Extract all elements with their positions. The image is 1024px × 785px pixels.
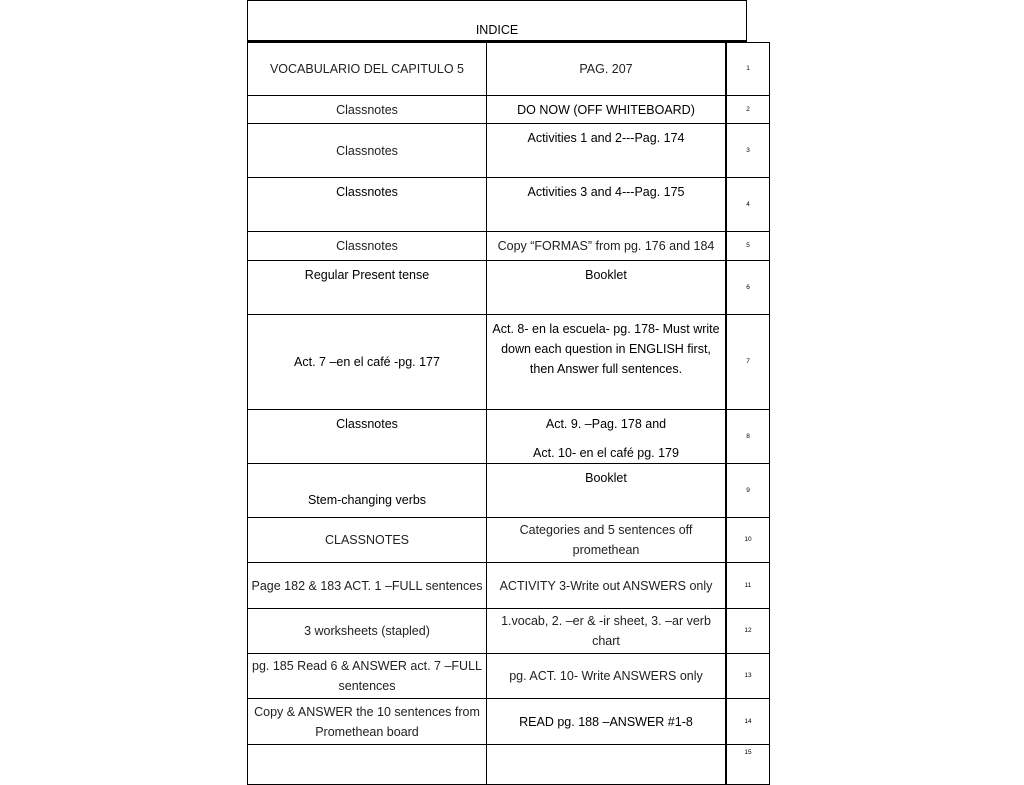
row-left: Classnotes	[248, 124, 487, 178]
row-right: 1.vocab, 2. –er & -ir sheet, 3. –ar verb chart	[487, 609, 727, 654]
row-number: 5	[726, 232, 770, 261]
row-left: Copy & ANSWER the 10 sentences from Promethean board	[248, 699, 487, 745]
row-number: 1	[726, 43, 770, 96]
row-left: Classnotes	[248, 96, 487, 124]
row-left: VOCABULARIO DEL CAPITULO 5	[248, 43, 487, 96]
index-sheet	[247, 0, 752, 768]
row-right-line: Act. 10- en el café pg. 179	[533, 446, 679, 460]
row-right: Activities 1 and 2---Pag. 174	[487, 124, 727, 178]
index-title: INDICE	[247, 0, 747, 42]
table-row	[248, 261, 770, 315]
row-right: Act. 8- en la escuela- pg. 178- Must write down each question in ENGLISH first, then Answer full sentences.	[487, 315, 727, 410]
row-number: 13	[726, 654, 770, 699]
table-row	[248, 43, 770, 96]
row-right-line: Act. 9. –Pag. 178 and	[545, 417, 667, 431]
row-left: Stem-changing verbs	[248, 464, 487, 518]
table-row	[248, 563, 770, 609]
row-right: PAG. 207	[487, 43, 727, 96]
row-left: Classnotes	[248, 410, 487, 464]
table-row	[248, 654, 770, 699]
row-number: 8	[726, 410, 770, 464]
row-right: Activities 3 and 4---Pag. 175	[487, 178, 727, 232]
table-row	[248, 178, 770, 232]
row-right: pg. ACT. 10- Write ANSWERS only	[487, 654, 727, 699]
row-right: READ pg. 188 –ANSWER #1-8	[487, 699, 727, 745]
row-left: CLASSNOTES	[248, 518, 487, 563]
row-right-multiline	[487, 410, 727, 464]
table-row	[248, 315, 770, 410]
table-row	[248, 410, 770, 464]
table-row	[248, 464, 770, 518]
row-left: Act. 7 –en el café -pg. 177	[248, 315, 487, 410]
row-number: 10	[726, 518, 770, 563]
row-left: pg. 185 Read 6 & ANSWER act. 7 –FULL sentences	[248, 654, 487, 699]
row-number: 9	[726, 464, 770, 518]
row-number: 11	[726, 563, 770, 609]
row-right: Copy “FORMAS” from pg. 176 and 184	[487, 232, 727, 261]
table-row	[248, 609, 770, 654]
table-row	[248, 96, 770, 124]
row-left: 3 worksheets (stapled)	[248, 609, 487, 654]
row-number: 6	[726, 261, 770, 315]
row-number: 3	[726, 124, 770, 178]
row-number: 7	[726, 315, 770, 410]
row-right	[487, 745, 727, 785]
table-row	[248, 745, 770, 785]
row-number: 14	[726, 699, 770, 745]
row-number: 15	[726, 745, 770, 785]
table-row	[248, 518, 770, 563]
row-left	[248, 745, 487, 785]
row-left: Classnotes	[248, 232, 487, 261]
row-number: 4	[726, 178, 770, 232]
table-row	[248, 699, 770, 745]
row-right: ACTIVITY 3-Write out ANSWERS only	[487, 563, 727, 609]
row-right: DO NOW (OFF WHITEBOARD)	[487, 96, 727, 124]
row-number: 2	[726, 96, 770, 124]
table-row	[248, 124, 770, 178]
table-row	[248, 232, 770, 261]
row-left: Page 182 & 183 ACT. 1 –FULL sentences	[248, 563, 487, 609]
row-right: Categories and 5 sentences off promethean	[487, 518, 727, 563]
row-number: 12	[726, 609, 770, 654]
index-table	[247, 42, 770, 785]
row-left: Regular Present tense	[248, 261, 487, 315]
row-left: Classnotes	[248, 178, 487, 232]
row-right: Booklet	[487, 464, 727, 518]
row-right: Booklet	[487, 261, 727, 315]
